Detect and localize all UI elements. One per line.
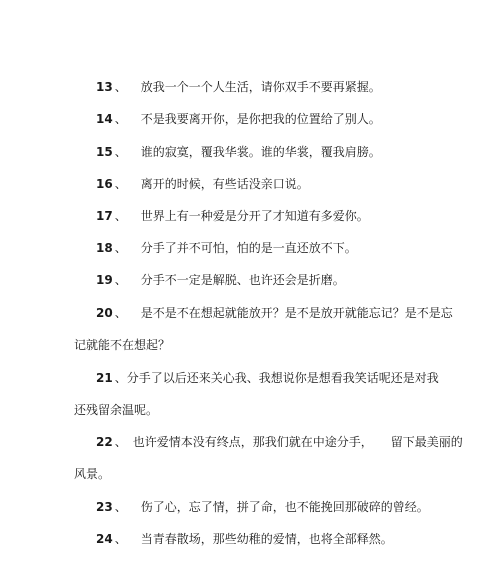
item-text: 分手了以后还来关心我、我想说你是想看我笑话呢还是对我 [126, 371, 439, 385]
list-item [96, 530, 393, 548]
list-item [96, 369, 439, 387]
item-text: 不是我要离开你，是你把我的位置给了别人。 [140, 112, 381, 126]
item-number: 19 [96, 273, 113, 287]
item-separator: 、 [114, 112, 127, 126]
item-separator: 、 [114, 306, 127, 320]
item-number: 20 [96, 306, 113, 320]
item-separator: 、 [114, 177, 127, 191]
item-text: 分手了并不可怕，怕的是一直还放不下。 [140, 241, 357, 255]
list-item [96, 110, 381, 128]
list-item [96, 78, 381, 96]
item-number: 22 [96, 435, 113, 449]
item-text: 当青春散场，那些幼稚的爱情，也将全部释然。 [140, 532, 393, 546]
item-number: 21 [96, 371, 113, 385]
item-separator: 、 [114, 273, 127, 287]
item-separator: 、 [114, 435, 127, 449]
item-separator: 、 [114, 241, 127, 255]
item-text: 放我一个一个人生活，请你双手不要再紧握。 [140, 80, 381, 94]
item-number: 24 [96, 532, 113, 546]
list-item [96, 271, 345, 289]
list-item [96, 143, 381, 161]
item-text: 也许爱情本没有终点，那我们就在中途分手， 留下最美丽的 [132, 435, 463, 449]
bottom-fade [0, 556, 500, 566]
item-text: 伤了心，忘了情，拼了命，也不能挽回那破碎的曾经。 [140, 500, 429, 514]
item-separator: 、 [114, 145, 127, 159]
item-separator: 、 [114, 532, 127, 546]
list-item-continuation: 还残留余温呢。 [74, 403, 159, 417]
list-item-continuation: 记就能不在想起？ [74, 338, 171, 352]
item-number: 17 [96, 209, 113, 223]
list-item-continuation: 风景。 [74, 467, 111, 481]
item-separator: 、 [114, 500, 127, 514]
list-item [96, 175, 309, 193]
item-text: 分手不一定是解脱、也许还会是折磨。 [140, 273, 345, 287]
item-text: 谁的寂寞，覆我华裳。谁的华裳，覆我肩膀。 [140, 145, 381, 159]
list-item [96, 207, 369, 225]
item-number: 16 [96, 177, 113, 191]
list-item [96, 433, 463, 451]
item-text: 离开的时候，有些话没亲口说。 [140, 177, 309, 191]
item-number: 13 [96, 80, 113, 94]
list-item [96, 304, 453, 322]
item-text: 是不是不在想起就能放开？是不是放开就能忘记？是不是忘 [140, 306, 453, 320]
item-text: 世界上有一种爱是分开了才知道有多爱你。 [140, 209, 369, 223]
list-item [96, 239, 357, 257]
item-number: 18 [96, 241, 113, 255]
item-number: 14 [96, 112, 113, 126]
list-item [96, 498, 429, 516]
item-separator: 、 [114, 371, 127, 385]
item-number: 15 [96, 145, 113, 159]
item-number: 23 [96, 500, 113, 514]
item-separator: 、 [114, 209, 127, 223]
item-separator: 、 [114, 80, 127, 94]
